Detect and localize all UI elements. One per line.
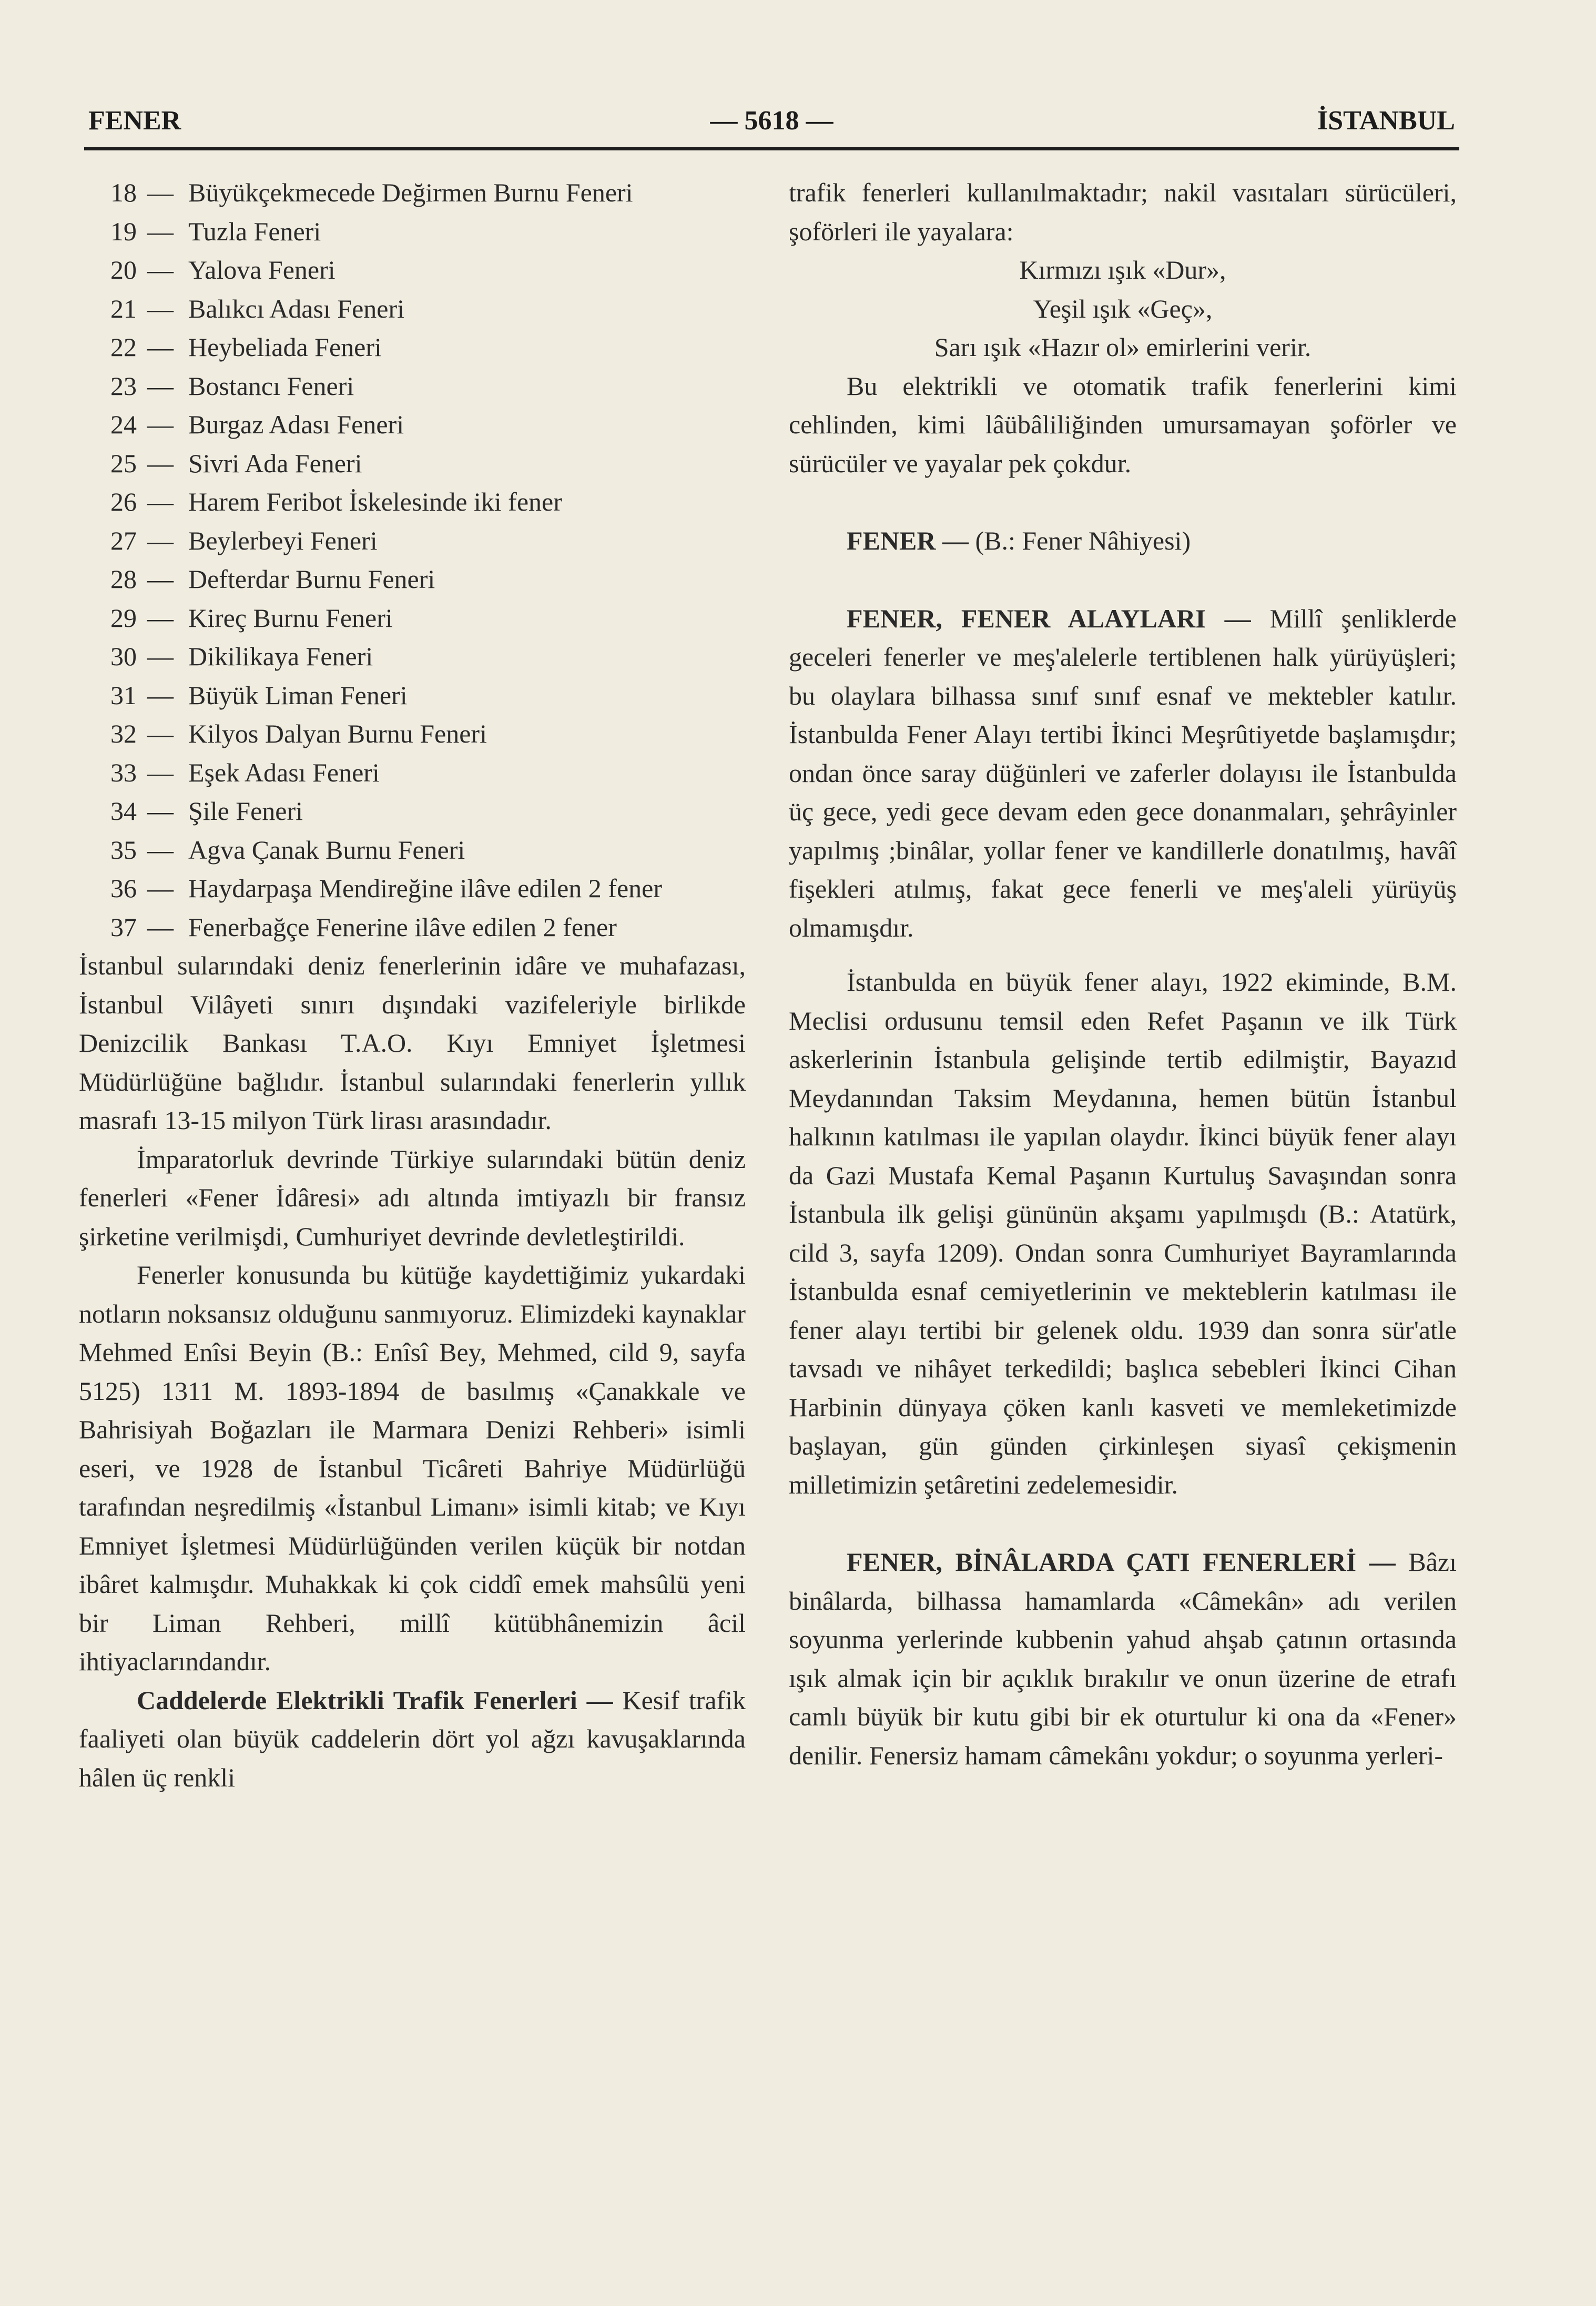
paragraph-drivers: Bu elektrikli ve otomatik trafik fenerlerini kimi cehlinden, kimi lâübâliliğinden umursamayan şoförler ve sürücüler ve yayalar pek çokdur. xyxy=(789,371,1457,478)
item-text: Harem Feribot İskelesinde iki fener xyxy=(188,487,562,516)
right-column xyxy=(789,174,1457,1775)
item-number: 20 xyxy=(110,255,137,285)
paragraph-empire-era: İmparatorluk devrinde Türkiye sularındaki bütün deniz fenerleri «Fener İdâresi» adı altında imtiyazlı bir fransız şirketine verilmişdi, Cumhuriyet devrinde devletleştirildi. xyxy=(79,1144,746,1251)
list-item: 30 — Dikilikaya Feneri xyxy=(79,637,746,676)
item-number: 24 xyxy=(110,410,137,439)
item-text: Tuzla Feneri xyxy=(188,216,321,246)
item-text: Büyükçekmecede Değirmen Burnu Feneri xyxy=(188,178,633,207)
item-number: 30 xyxy=(110,642,137,671)
item-text: Sivri Ada Feneri xyxy=(188,448,362,478)
item-text: Agva Çanak Burnu Feneri xyxy=(188,835,465,865)
item-text: Defterdar Burnu Feneri xyxy=(188,564,435,594)
traffic-lights-heading: Caddelerde Elektrikli Trafik Fenerleri — xyxy=(137,1685,613,1715)
item-number: 23 xyxy=(110,371,137,401)
running-head-right: İSTANBUL xyxy=(1317,106,1455,136)
item-text: Dikilikaya Feneri xyxy=(188,642,373,671)
item-number: 33 xyxy=(110,757,137,787)
traffic-lights-text: Kesif trafik faaliyeti olan büyük caddelerin dört yol ağzı kavuşaklarında hâlen üç renkli xyxy=(79,1685,746,1792)
list-item: 31 — Büyük Liman Feneri xyxy=(79,676,746,715)
lighthouse-list xyxy=(79,174,746,947)
list-item: 32 — Kilyos Dalyan Burnu Feneri xyxy=(79,715,746,754)
list-item: 18 — Büyükçekmecede Değirmen Burnu Feneri xyxy=(79,174,746,212)
item-number: 18 xyxy=(110,178,137,207)
list-item: 26 — Harem Feribot İskelesinde iki fener xyxy=(79,483,746,522)
item-text: Eşek Adası Feneri xyxy=(188,757,380,787)
item-number: 32 xyxy=(110,719,137,748)
list-item: 33 — Eşek Adası Feneri xyxy=(79,754,746,793)
item-number: 36 xyxy=(110,873,137,903)
paragraph-largest-parade: İstanbulda en büyük fener alayı, 1922 ekiminde, B.M. Meclisi ordusunu temsil eden Refet Paşanın ve ilk Türk askerlerinin İstanbula gelişinde tertib edilmiştir, Bayazıd Meydanından Taksim Meydanına, hemen bütün İstanbul halkının katılması ile yapılan olaydır. İkinci büyük fener alayı da Gazi Mustafa Kemal Paşanın Kurtuluş Savaşından sonra İstanbula ilk gelişi gününün akşamı yapılmışdı (B.: Atatürk, cild 3, sayfa 1209). Ondan sonra Cumhuriyet Bayramlarında İstanbulda esnaf cemiyetlerinin ve mekteblerin katılması ile fener alayı tertibi bir gelenek oldu. 1939 dan sonra sür'atle tavsadı ve nihâyet terkedildi; başlıca sebebleri İkinci Cihan Harbinin dünyaya çöken kanlı kasveti ve memleketimizde başlayan, gün günden çirkinleşen siyasî çekişmenin milletimizin şetâretini zedelemesidir. xyxy=(789,967,1457,1499)
list-item: 35 — Agva Çanak Burnu Feneri xyxy=(79,831,746,870)
paragraph-traffic-lights xyxy=(79,1681,746,1797)
left-column xyxy=(79,174,746,1797)
item-number: 31 xyxy=(110,680,137,710)
list-item: 22 — Heybeliada Feneri xyxy=(79,328,746,367)
entry-fener-alaylari xyxy=(789,600,1457,948)
item-number: 29 xyxy=(110,603,137,633)
paragraph-sources: Fenerler konusunda bu kütüğe kaydettiğimiz yukardaki notların noksansız olduğunu sanmıyoruz. Elimizdeki kaynaklar Mehmed Enîsi Beyin (B.: Enîsî Bey, Mehmed, cild 9, sayfa 5125) 1311 M. 1893-1894 de basılmış «Çanakkale ve Bahrisiyah Boğazları ile Marmara Denizi Rehberi» isimli eseri, ve 1928 de İstanbul Ticâreti Bahriye Müdürlüğü tarafından neşredilmiş «İstanbul Limanı» isimli kitab; ve Kıyı Emniyet İşletmesi Müdürlüğünden verilen küçük bir notdan ibâret kalmışdır. Muhakkak ki çok ciddî emek mahsûlü yeni bir Liman Rehberi, millî kütübhânemizin âcil ihtiyaclarındandır. xyxy=(79,1260,746,1676)
item-number: 25 xyxy=(110,448,137,478)
item-text: Heybeliada Feneri xyxy=(188,332,382,362)
list-item: 21 — Balıkcı Adası Feneri xyxy=(79,290,746,329)
list-item: 28 — Defterdar Burnu Feneri xyxy=(79,560,746,599)
item-number: 37 xyxy=(110,912,137,942)
list-item: 34 — Şile Feneri xyxy=(79,792,746,831)
entry-fener-alaylari-text: Millî şenliklerde geceleri fenerler ve meş'alelerle tertiblenen halk yürüyüşleri; bu olaylara bilhassa sınıf sınıf esnaf ve mektebler katılır. İstanbulda Fener Alayı tertibi İkinci Meşrûtiyetde başlamışdır; ondan önce saray düğünleri ve zaferler dolayısı ile İstanbulda üç gece, yedi gece devam eden gece donanmaları, şehrâyinler yapılmış ;binâlar, yollar fener ve kandillerle donatılmış, havâî fişekleri atılmış, fakat gece fenerli ve meş'aleli yürüyüş olmamışdır. xyxy=(789,603,1457,942)
signal-green: Yeşil ışık «Geç», xyxy=(1033,293,1213,323)
item-text: Burgaz Adası Feneri xyxy=(188,410,404,439)
item-number: 19 xyxy=(110,216,137,246)
paragraph-administration: İstanbul sularındaki deniz fenerlerinin idâre ve muhafazası, İstanbul Vilâyeti sınırı dışındaki vazifeleriyle birlikde Denizcilik Bankası T.A.O. Kıyı Emniyet İşletmesi Müdürlüğüne bağlıdır. İstanbul sularındaki fenerlerin yıllık masrafı 13-15 milyon Türk lirası arasındadır. xyxy=(79,951,746,1135)
list-item: 29 — Kireç Burnu Feneri xyxy=(79,599,746,638)
item-number: 26 xyxy=(110,487,137,516)
entry-fener xyxy=(789,522,1457,561)
item-text: Kilyos Dalyan Burnu Feneri xyxy=(188,719,487,748)
item-number: 35 xyxy=(110,835,137,865)
running-head-left: FENER xyxy=(88,106,181,136)
list-item: 20 — Yalova Feneri xyxy=(79,251,746,290)
item-text: Beylerbeyi Feneri xyxy=(188,525,378,555)
signal-red: Kırmızı ışık «Dur», xyxy=(1019,255,1226,285)
item-number: 28 xyxy=(110,564,137,594)
item-text: Yalova Feneri xyxy=(188,255,336,285)
entry-fener-heading: FENER — xyxy=(847,526,969,555)
item-text: Haydarpaşa Mendireğine ilâve edilen 2 fener xyxy=(188,873,662,903)
item-number: 21 xyxy=(110,293,137,323)
list-item: 37 — Fenerbağçe Fenerine ilâve edilen 2 fener xyxy=(79,908,746,947)
item-number: 22 xyxy=(110,332,137,362)
list-item: 36 — Haydarpaşa Mendireğine ilâve edilen 2 fener xyxy=(79,869,746,908)
list-item: 25 — Sivri Ada Feneri xyxy=(79,444,746,483)
page-number: — 5618 — xyxy=(710,106,833,136)
entry-cati-fenerleri-text: Bâzı binâlarda, bilhassa hamamlarda «Câmekân» adı verilen soyunma yerlerinde kubbenin yahud ahşab çatının ortasında ışık almak için bir açıklık bırakılır ve onun üzerine de etrafı camlı büyük bir kutu gibi bir ek oturtulur ki ona da «Fener» denilir. Fenersiz hamam câmekânı yokdur; o soyunma yerleri- xyxy=(789,1547,1457,1770)
item-text: Şile Feneri xyxy=(188,796,303,826)
item-text: Fenerbağçe Fenerine ilâve edilen 2 fener xyxy=(188,912,617,942)
item-text: Balıkcı Adası Feneri xyxy=(188,293,405,323)
item-text: Büyük Liman Feneri xyxy=(188,680,408,710)
item-number: 27 xyxy=(110,525,137,555)
paragraph-traffic-continued: trafik fenerleri kullanılmaktadır; nakil vasıtaları sürücüleri, şoförleri ile yayalara: xyxy=(789,178,1457,246)
list-item: 27 — Beylerbeyi Feneri xyxy=(79,522,746,561)
list-item: 19 — Tuzla Feneri xyxy=(79,212,746,251)
entry-fener-alaylari-heading: FENER, FENER ALAYLARI — xyxy=(847,603,1251,633)
list-item: 24 — Burgaz Adası Feneri xyxy=(79,405,746,444)
item-number: 34 xyxy=(110,796,137,826)
page-header xyxy=(88,100,1455,142)
entry-cati-fenerleri xyxy=(789,1543,1457,1775)
signal-yellow: Sarı ışık «Hazır ol» emirlerini verir. xyxy=(934,332,1312,362)
item-text: Kireç Burnu Feneri xyxy=(188,603,393,633)
entry-fener-text: (B.: Fener Nâhiyesi) xyxy=(975,526,1191,555)
item-text: Bostancı Feneri xyxy=(188,371,354,401)
list-item: 23 — Bostancı Feneri xyxy=(79,367,746,406)
header-rule xyxy=(84,147,1459,150)
entry-cati-fenerleri-heading: FENER, BİNÂLARDA ÇATI FENERLERİ — xyxy=(847,1547,1396,1577)
